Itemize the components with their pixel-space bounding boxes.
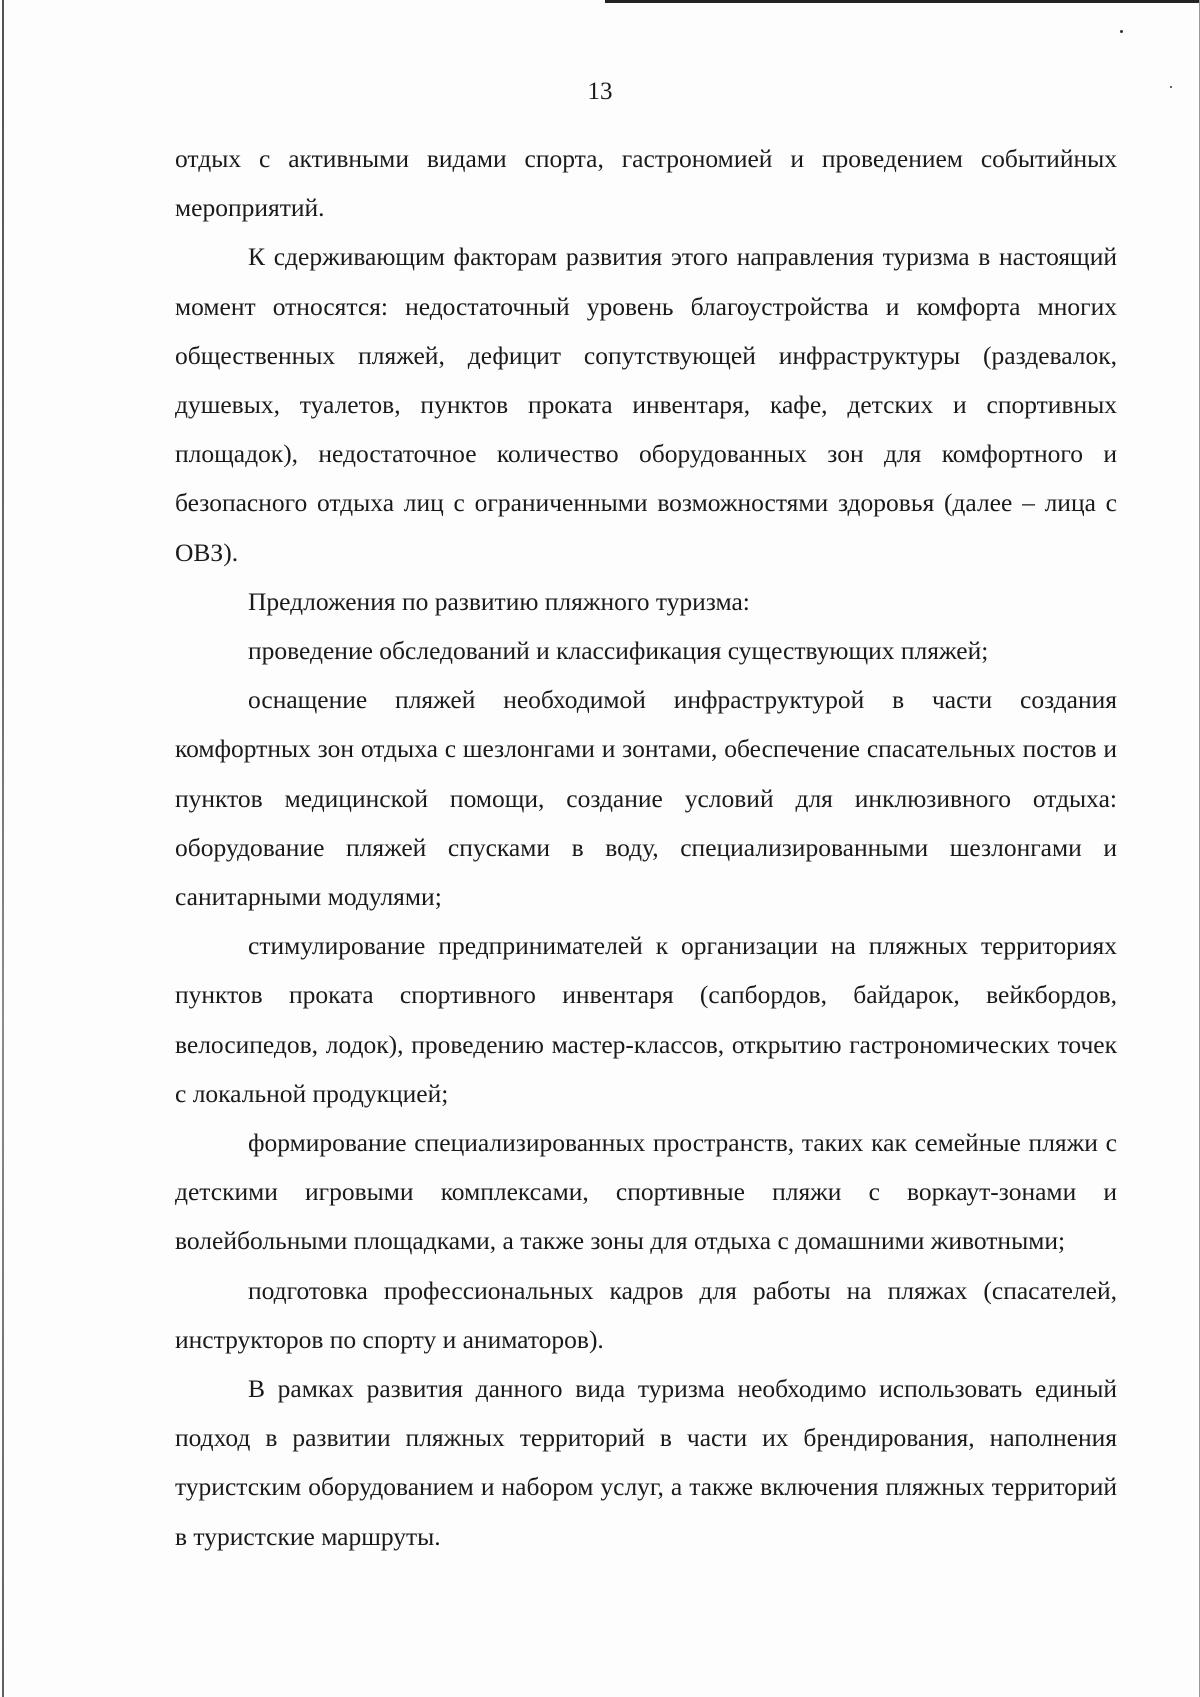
page-number: 13 (587, 78, 613, 105)
paragraph: Предложения по развитию пляжного туризма: (248, 586, 750, 616)
paragraph: подготовка профессиональных кадров для работы на пляжах (спасателей, инструкторов по спорту и аниматоров). (175, 1275, 1117, 1354)
scan-left-edge (2, 0, 4, 1697)
paragraph: оснащение пляжей необходимой инфраструктурой в части создания комфортных зон отдыха с шезлонгами и зонтами, обеспечение спасательных постов и пунктов медицинской помощи, создание условий для инклюзивного отдыха: оборудование пляжей спусками в воду, специализированными шезлонгами и санитарными модулями; (175, 685, 1117, 912)
paragraph: формирование специализированных пространств, таких как семейные пляжи с детскими игровыми комплексами, спортивные пляжи с воркаут-зонами и волейбольными площадками, а также зоны для отдыха с домашними животными; (175, 1128, 1117, 1256)
paragraph: В рамках развития данного вида туризма необходимо использовать единый подход в развитии пляжных территорий в части их брендирования, наполнения туристским оборудованием и набором услуг, а также включения пляжных территорий в туристские маршруты. (175, 1374, 1117, 1551)
paragraph: стимулирование предпринимателей к организации на пляжных территориях пунктов проката спортивного инвентаря (сапбордов, байдарок, вейкбордов, велосипедов, лодок), проведению мастер-классов, открытию гастрономических точек с локальной продукцией; (175, 931, 1117, 1108)
paragraph: проведение обследований и классификация существующих пляжей; (248, 636, 989, 666)
paragraph: К сдерживающим факторам развития этого направления туризма в настоящий момент относятся: недостаточный уровень благоустройства и комфорта многих общественных пляжей, дефицит сопутствующей инфраструктуры (раздевалок, душевых, туалетов, пунктов проката инвентаря, кафе, детских и спортивных площадок), недостаточное количество оборудованных зон для комфортного и безопасного отдыха лиц с ограниченными возможностями здоровья (далее – лица с ОВЗ). (175, 242, 1117, 567)
body-text (175, 134, 1117, 1561)
scan-top-rule (605, 0, 1200, 3)
paragraph: отдых с активными видами спорта, гастрономией и проведением событийных мероприятий. (175, 144, 1117, 223)
scan-speck (1120, 30, 1123, 33)
